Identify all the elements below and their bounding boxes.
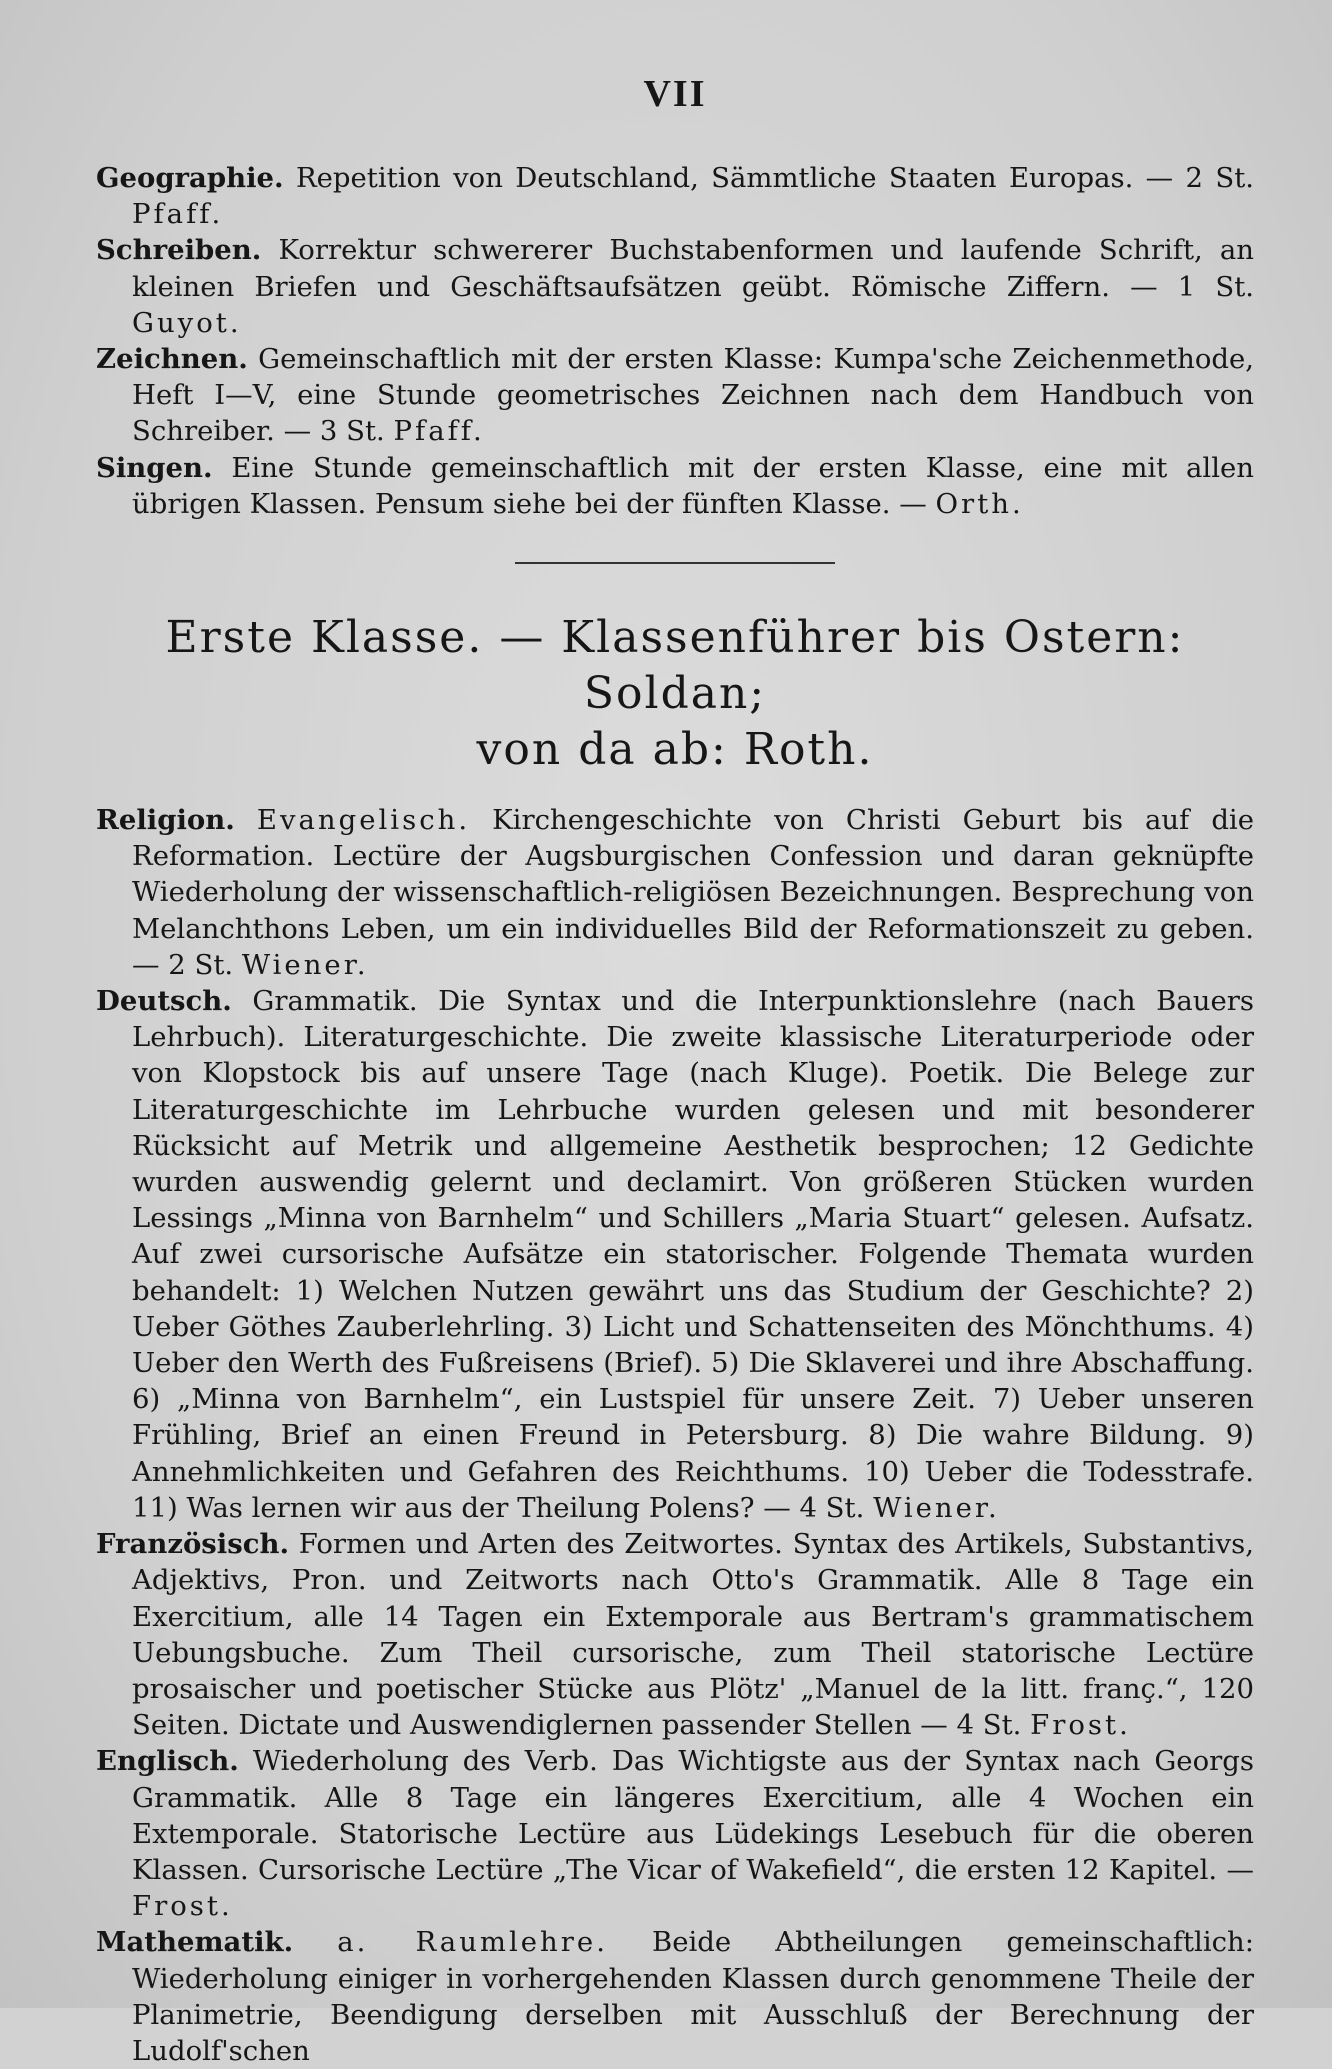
- subject-heading: Religion.: [96, 804, 235, 837]
- subject-heading: Französisch.: [96, 1528, 290, 1561]
- subject-text: Grammatik. Die Syntax und die Interpunktionslehre (nach Bauers Lehrbuch). Literaturgeschichte. Die zweite klassische Literaturperiode oder von Klopstock bis auf unsere Tage (nach Kluge). Poetik. Die Belege zur Literaturgeschichte im Lehrbuche wurden gelesen und mit besonderer Rücksicht auf Metrik und allgemeine Aesthetik besprochen; 12 Gedichte wurden auswendig gelernt und declamirt. Von größeren Stücken wurden Lessings „Minna von Barnhelm“ und Schillers „Maria Stuart“ gelesen. Aufsatz. Auf zwei cursorische Aufsätze ein statorischer. Folgende Themata wurden behandelt: 1) Welchen Nutzen gewährt uns das Studium der Geschichte? 2) Ueber Göthes Zauberlehrling. 3) Licht und Schattenseiten des Mönchthums. 4) Ueber den Werth des Fußreisens (Brief). 5) Die Sklaverei und ihre Abschaffung. 6) „Minna von Barnhelm“, ein Lustspiel für unsere Zeit. 7) Ueber unseren Frühling, Brief an einen Freund in Petersburg. 8) Die wahre Bildung. 9) Annehmlichkeiten und Gefahren des Reichthums. 10) Ueber die Todesstrafe. 11) Was lernen wir aus der Theilung Polens? — 4 St.: [132, 985, 1254, 1524]
- subject-heading: Deutsch.: [96, 985, 232, 1018]
- section-divider: [515, 562, 835, 564]
- subject-text: Gemeinschaftlich mit der ersten Klasse: Kumpa'sche Zeichenmethode, Heft I—V, eine Stunde geometrisches Zeichnen nach dem Handbuch von Schreiber. — 3 St.: [132, 343, 1254, 448]
- subject-text: Eine Stunde gemeinschaftlich mit der ersten Klasse, eine mit allen übrigen Klassen. Pensum siehe bei der fünften Klasse. —: [132, 451, 1254, 520]
- subject-entry: [96, 1743, 1254, 1924]
- subject-lead: Evangelisch.: [256, 804, 471, 837]
- section-title: [96, 610, 1254, 778]
- page-number: VII: [643, 73, 707, 115]
- section-title-line: von da ab: Roth.: [476, 724, 874, 776]
- subject-heading: Mathematik.: [96, 1926, 294, 1959]
- subject-text: Kirchengeschichte von Christi Geburt bis auf die Reformation. Lectüre der Augsburgischen Confession und daran geknüpfte Wiederholung der wissenschaftlich-religiösen Bezeichnungen. Besprechung von Melanchthons Leben, um ein individuelles Bild der Reformationszeit zu geben. — 2 St.: [132, 804, 1254, 981]
- subject-text: Repetition von Deutschland, Sämmtliche Staaten Europas. — 2 St.: [283, 162, 1254, 194]
- section-title-line: Erste Klasse. — Klassenführer bis Ostern: Soldan;: [165, 612, 1185, 720]
- teacher-name: Guyot.: [132, 306, 242, 339]
- subject-text: Wiederholung des Verb. Das Wichtigste aus der Syntax nach Georgs Grammatik. Alle 8 Tage ein längeres Exercitium, alle 4 Wochen ein Extemporale. Statorische Lectüre aus Lüdekings Lesebuch für die oberen Klassen. Cursorische Lectüre „The Vicar of Wakefield“, die ersten 12 Kapitel. —: [132, 1745, 1254, 1886]
- teacher-name: Frost.: [132, 1890, 233, 1923]
- subject-text: Formen und Arten des Zeitwortes. Syntax des Artikels, Substantivs, Adjektivs, Pron. und Zeitworts nach Otto's Grammatik. Alle 8 Tage ein Exercitium, alle 14 Tagen ein Extemporale aus Bertram's grammatischem Uebungsbuche. Zum Theil cursorische, zum Theil statorische Lectüre prosaischer und poetischer Stücke aus Plötz' „Manuel de la litt. franç.“, 120 Seiten. Dictate und Auswendiglernen passender Stellen — 4 St.: [132, 1528, 1254, 1742]
- subject-heading: Schreiben.: [96, 234, 262, 267]
- teacher-name: Wiener.: [241, 948, 369, 981]
- subject-entry: [96, 1526, 1254, 1743]
- subject-text: Korrektur schwererer Buchstabenformen und laufende Schrift, an kleinen Briefen und Geschäftsaufsätzen geübt. Römische Ziffern. — 1 St.: [132, 234, 1254, 303]
- subject-entry: [96, 341, 1254, 450]
- teacher-name: Pfaff.: [393, 415, 485, 448]
- subject-heading: Geographie.: [96, 162, 284, 194]
- teacher-name: Wiener.: [873, 1491, 1000, 1524]
- teacher-name: Orth.: [935, 487, 1024, 520]
- lower-subject-list: [96, 802, 1254, 2069]
- subject-heading: Englisch.: [96, 1745, 239, 1778]
- subject-entry: [96, 160, 1254, 232]
- subject-text: Beide Abtheilungen gemeinschaftlich: Wiederholung einiger in vorhergehenden Klassen durch genommene Theile der Planimetrie, Beendigung derselben mit Ausschluß der Berechnung der Ludolf'schen: [132, 1926, 1254, 2067]
- subject-entry: [96, 1924, 1254, 2069]
- subject-heading: Singen.: [96, 451, 213, 484]
- teacher-name: Frost.: [1030, 1709, 1131, 1742]
- subject-lead: a. Raumlehre.: [337, 1926, 608, 1959]
- upper-subject-list: [96, 160, 1254, 522]
- subject-entry: [96, 983, 1254, 1526]
- subject-entry: [96, 450, 1254, 522]
- subject-entry: [96, 802, 1254, 983]
- subject-heading: Zeichnen.: [96, 343, 248, 376]
- subject-entry: [96, 232, 1254, 341]
- teacher-name: Pfaff.: [132, 198, 224, 231]
